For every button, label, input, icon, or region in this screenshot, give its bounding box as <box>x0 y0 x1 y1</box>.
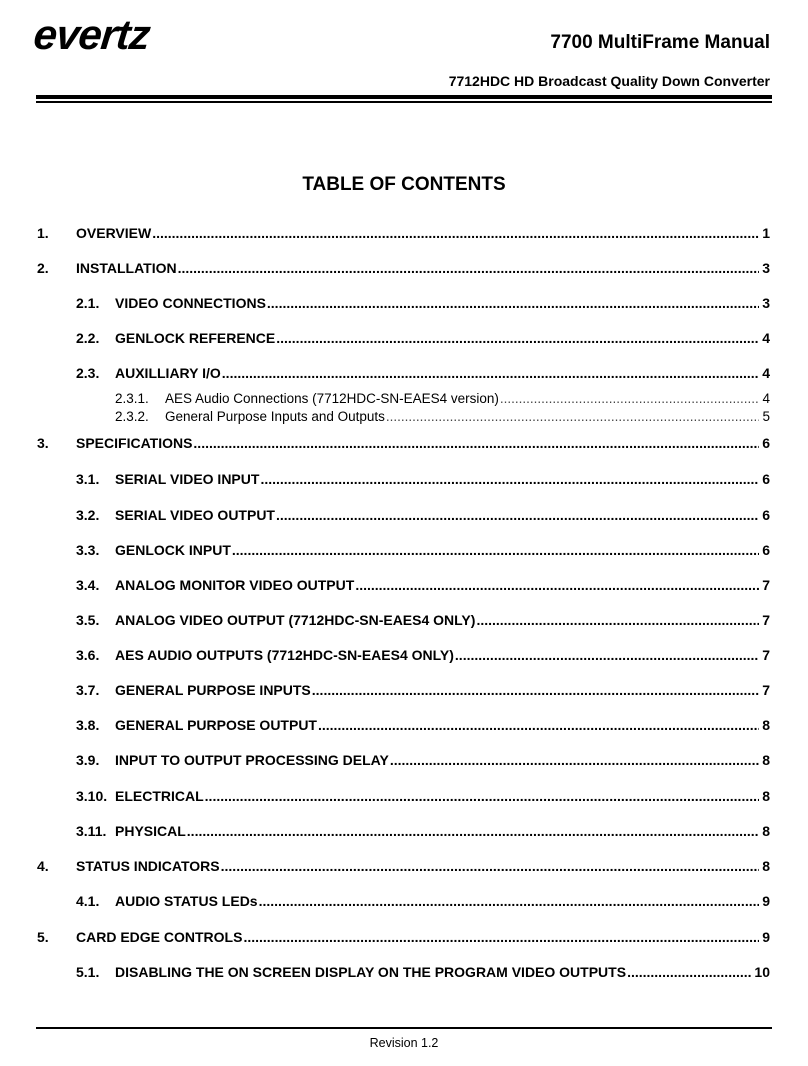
toc-dot-leader <box>312 681 759 699</box>
toc-dot-leader <box>221 857 760 875</box>
toc-entry-page: 7 <box>762 612 770 628</box>
toc-entry[interactable] <box>76 787 770 805</box>
toc-entry-number: 5. <box>37 929 49 945</box>
toc-dot-leader <box>193 434 759 452</box>
toc-entry-title: SERIAL VIDEO INPUT <box>115 471 260 487</box>
header-rule-thin <box>36 101 772 103</box>
toc-entry-page: 8 <box>762 752 770 768</box>
toc-entry-number: 3.6. <box>76 647 100 663</box>
toc-entry-page: 7 <box>762 647 770 663</box>
toc-entry-number: 3.2. <box>76 507 100 523</box>
toc-entry-page: 5 <box>762 409 770 424</box>
toc-entry[interactable] <box>76 294 770 312</box>
toc-entry-title: INPUT TO OUTPUT PROCESSING DELAY <box>115 752 389 768</box>
toc-entry[interactable] <box>37 928 770 946</box>
toc-entry-title: AES Audio Connections (7712HDC-SN-EAES4 version) <box>165 391 499 406</box>
toc-entry[interactable] <box>76 822 770 840</box>
toc-entry-page: 8 <box>762 823 770 839</box>
toc-entry-page: 6 <box>762 471 770 487</box>
toc-entry-number: 3.5. <box>76 612 100 628</box>
footer-revision: Revision 1.2 <box>369 1036 439 1050</box>
toc-entry[interactable] <box>115 408 770 426</box>
toc-entry-number: 3.9. <box>76 752 100 768</box>
toc-entry[interactable] <box>76 646 770 664</box>
toc-dot-leader <box>386 408 760 426</box>
toc-entry-number: 3.10. <box>76 788 108 804</box>
toc-entry-page: 3 <box>762 295 770 311</box>
toc-entry-title: SERIAL VIDEO OUTPUT <box>115 507 275 523</box>
toc-entry-title: INSTALLATION <box>76 260 177 276</box>
toc-entry-title: VIDEO CONNECTIONS <box>115 295 266 311</box>
toc-entry[interactable] <box>76 716 770 734</box>
toc-entry-page: 1 <box>762 225 770 241</box>
toc-heading: TABLE OF CONTENTS <box>302 174 506 195</box>
toc-entry-title: GENLOCK INPUT <box>115 542 231 558</box>
toc-entry-number: 3.11. <box>76 823 107 839</box>
evertz-logo: evertz <box>31 11 152 58</box>
toc-entry[interactable] <box>115 390 770 408</box>
toc-entry-page: 6 <box>762 435 770 451</box>
header-rule-thick <box>36 95 772 99</box>
toc-entry-page: 9 <box>762 929 770 945</box>
toc-entry[interactable] <box>76 506 770 524</box>
toc-entry[interactable] <box>76 963 770 981</box>
toc-dot-leader <box>205 787 760 805</box>
product-title: 7712HDC HD Broadcast Quality Down Converter <box>448 73 770 89</box>
toc-entry[interactable] <box>37 224 770 242</box>
toc-entry[interactable] <box>37 434 770 452</box>
toc-entry-number: 2.3.2. <box>115 409 149 424</box>
toc-entry-page: 10 <box>754 964 770 980</box>
toc-dot-leader <box>318 716 759 734</box>
toc-entry-page: 6 <box>762 542 770 558</box>
toc-dot-leader <box>276 329 759 347</box>
toc-dot-leader <box>152 224 759 242</box>
toc-entry-number: 2.3. <box>76 365 100 381</box>
toc-entry-number: 4.1. <box>76 893 100 909</box>
toc-entry-number: 3. <box>37 435 49 451</box>
toc-entry-page: 7 <box>762 682 770 698</box>
toc-entry[interactable] <box>76 470 770 488</box>
toc-dot-leader <box>267 294 759 312</box>
toc-entry-page: 4 <box>762 391 770 406</box>
toc-entry-page: 4 <box>762 330 770 346</box>
toc-entry-page: 8 <box>762 717 770 733</box>
toc-entry-number: 2.3.1. <box>115 391 149 406</box>
toc-entry-page: 7 <box>762 577 770 593</box>
toc-dot-leader <box>476 611 759 629</box>
toc-entry[interactable] <box>76 576 770 594</box>
toc-entry-number: 1. <box>37 225 49 241</box>
toc-entry-number: 2.2. <box>76 330 100 346</box>
toc-entry-page: 4 <box>762 365 770 381</box>
toc-entry[interactable] <box>76 611 770 629</box>
toc-entry-title: AES AUDIO OUTPUTS (7712HDC-SN-EAES4 ONLY) <box>115 647 454 663</box>
toc-dot-leader <box>455 646 759 664</box>
toc-entry-title: OVERVIEW <box>76 225 152 241</box>
toc-entry-number: 2.1. <box>76 295 100 311</box>
toc-dot-leader <box>260 470 759 488</box>
toc-entry[interactable] <box>76 541 770 559</box>
toc-dot-leader <box>178 259 760 277</box>
toc-entry[interactable] <box>76 329 770 347</box>
toc-entry-number: 3.7. <box>76 682 100 698</box>
toc-entry[interactable] <box>76 892 770 910</box>
toc-entry[interactable] <box>76 364 770 382</box>
toc-dot-leader <box>259 892 760 910</box>
toc-entry-number: 5.1. <box>76 964 100 980</box>
toc-entry[interactable] <box>37 857 770 875</box>
toc-entry[interactable] <box>76 751 770 769</box>
toc-dot-leader <box>243 928 759 946</box>
toc-entry-title: GENERAL PURPOSE INPUTS <box>115 682 311 698</box>
toc-entry-number: 3.3. <box>76 542 100 558</box>
toc-entry-title: STATUS INDICATORS <box>76 858 220 874</box>
toc-entry[interactable] <box>76 681 770 699</box>
toc-dot-leader <box>390 751 759 769</box>
toc-entry-page: 8 <box>762 858 770 874</box>
toc-entry-title: SPECIFICATIONS <box>76 435 193 451</box>
toc-entry-number: 3.8. <box>76 717 100 733</box>
toc-entry-number: 4. <box>37 858 49 874</box>
toc-entry-title: PHYSICAL <box>115 823 186 839</box>
footer-rule <box>36 1027 772 1029</box>
toc-entry-page: 8 <box>762 788 770 804</box>
toc-entry-title: CARD EDGE CONTROLS <box>76 929 243 945</box>
toc-entry-title: ANALOG VIDEO OUTPUT (7712HDC-SN-EAES4 ONLY) <box>115 612 476 628</box>
toc-dot-leader <box>276 506 759 524</box>
toc-dot-leader <box>355 576 759 594</box>
toc-dot-leader <box>500 390 760 408</box>
toc-entry-title: General Purpose Inputs and Outputs <box>165 409 385 424</box>
toc-entry-title: GENERAL PURPOSE OUTPUT <box>115 717 317 733</box>
toc-entry-page: 3 <box>762 260 770 276</box>
manual-title: 7700 MultiFrame Manual <box>550 32 770 53</box>
toc-dot-leader <box>222 364 759 382</box>
toc-dot-leader <box>187 822 759 840</box>
toc-entry-title: ELECTRICAL <box>115 788 204 804</box>
toc-entry-number: 3.1. <box>76 471 100 487</box>
toc-dot-leader <box>627 963 751 981</box>
toc-entry-number: 2. <box>37 260 49 276</box>
toc-dot-leader <box>232 541 759 559</box>
toc-entry-title: AUDIO STATUS LEDs <box>115 893 258 909</box>
toc-entry-title: GENLOCK REFERENCE <box>115 330 276 346</box>
toc-entry-title: ANALOG MONITOR VIDEO OUTPUT <box>115 577 355 593</box>
toc-entry-page: 9 <box>762 893 770 909</box>
toc-entry-title: DISABLING THE ON SCREEN DISPLAY ON THE PROGRAM VIDEO OUTPUTS <box>115 964 627 980</box>
toc-entry-number: 3.4. <box>76 577 100 593</box>
toc-entry[interactable] <box>37 259 770 277</box>
toc-entry-title: AUXILLIARY I/O <box>115 365 221 381</box>
toc-entry-page: 6 <box>762 507 770 523</box>
